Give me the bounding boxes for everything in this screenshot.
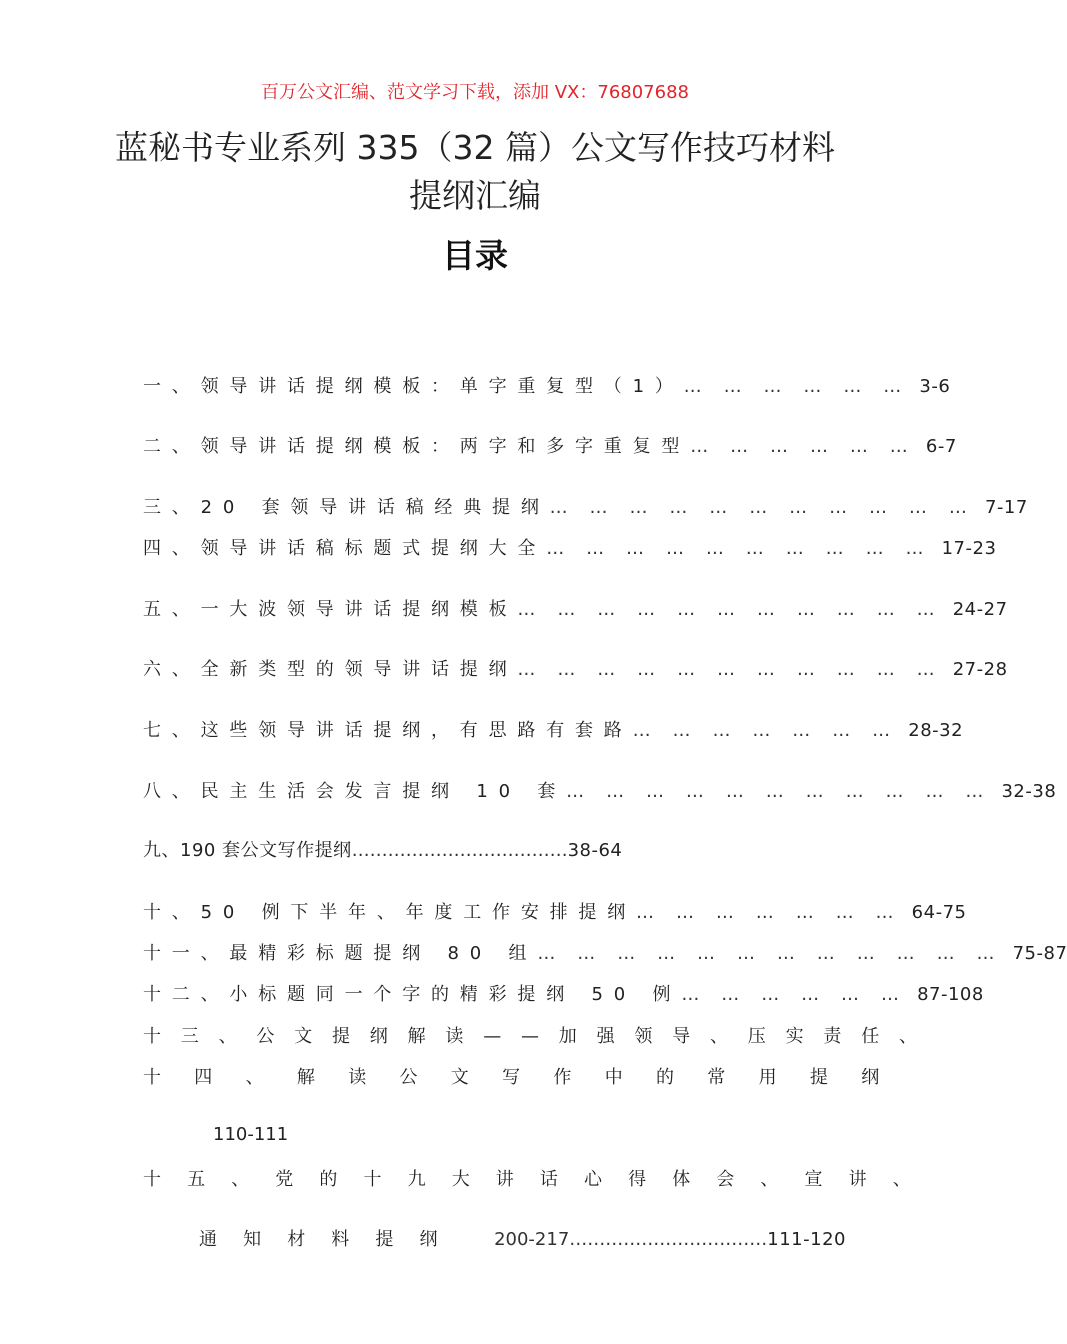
toc-page-range: 28-32 [908,720,964,741]
toc-leader: … … … … … … … … … … … [517,599,943,620]
toc-leader: ……………………………… [351,840,568,861]
toc-leader: … … … … … … … … … … … [566,781,992,802]
toc-entry-text: 十二、小标题同一个字的精彩提纲 50 例 [143,984,682,1005]
toc-entry-14 [143,1063,913,1089]
toc-entry-7 [143,716,964,742]
toc-entry-text: 十五、党的十九大讲话心得体会、宣讲、 [143,1169,937,1190]
toc-entry-13 [143,1022,937,1048]
toc-page-range: 6-7 [925,436,957,457]
toc-leader: … … … … … … … [636,902,902,923]
toc-entry-text: 六、全新类型的领导讲话提纲 [143,659,518,680]
toc-leader: … … … … … … [681,984,908,1005]
toc-page-range: 111-120 [767,1229,846,1250]
toc-leader: 200-217…………………………… [494,1229,768,1250]
toc-page-range: 32-38 [1001,781,1057,802]
toc-entry-text: 通知材料提纲 [199,1229,464,1250]
toc-leader: … … … … … … … … … … … … [537,943,1003,964]
toc-entry-text: 十四、解读公文写作中的常用提纲 [143,1067,913,1088]
toc-entry-text: 八、民主生活会发言提纲 10 套 [143,781,567,802]
toc-page-range: 24-27 [952,599,1008,620]
toc-leader: … … … … … … … … … … … [549,497,975,518]
toc-entry-text: 四、领导讲话稿标题式提纲大全 [143,538,547,559]
toc-entry-text: 九、190 套公文写作提纲 [143,840,352,861]
toc-page-range: 17-23 [941,538,997,559]
toc-entry-text: 十三、公文提纲解读——加强领导、压实责任、 [143,1026,937,1047]
toc-entry-12 [143,980,984,1006]
toc-entry-15 [143,1165,937,1191]
toc-leader: … … … … … … … [632,720,899,741]
document-title-line2: 提纲汇编 [409,176,541,215]
toc-page-range: 64-75 [911,902,967,923]
toc-page-range: 7-17 [984,497,1028,518]
toc-entry-text: 十、50 例下半年、年度工作安排提纲 [143,902,637,923]
toc-entry-10 [143,898,967,924]
toc-entry-3 [143,493,1028,519]
toc-entry-text: 十一、最精彩标题提纲 80 组 [143,943,538,964]
toc-entry-15-cont [199,1225,846,1251]
toc-entry-9 [143,836,846,862]
toc-entry-text: 三、20 套领导讲话稿经典提纲 [143,497,550,518]
document-title-line1: 蓝秘书专业系列 335（32 篇）公文写作技巧材料 [115,128,835,167]
toc-leader: … … … … … … [690,436,916,457]
toc-page-range: 3-6 [919,376,951,397]
toc-entry-1 [143,372,951,398]
toc-entry-8 [143,777,1057,803]
toc-entry-text: 七、这些领导讲话提纲，有思路有套路 [143,720,633,741]
toc-leader: … … … … … … [683,376,910,397]
toc-entry-14-pages: 110-111 [213,1124,289,1145]
toc-entry-11 [143,939,1067,965]
toc-entry-text: 五、一大波领导讲话提纲模板 [143,599,518,620]
toc-page-range: 38-64 [567,840,623,861]
toc-heading: 目录 [442,236,508,275]
toc-leader: … … … … … … … … … … [546,538,932,559]
toc-entry-2 [143,432,957,458]
toc-page-range: 27-28 [952,659,1008,680]
toc-entry-5 [143,595,1008,621]
toc-entry-4 [143,534,997,560]
toc-entry-text: 二、领导讲话提纲模板：两字和多字重复型 [143,436,691,457]
toc-entry-6 [143,655,1008,681]
toc-page-range: 87-108 [917,984,984,1005]
promo-banner: 百万公文汇编、范文学习下载，添加 VX：76807688 [261,82,689,103]
toc-leader: … … … … … … … … … … … [517,659,943,680]
toc-entry-text: 一、领导讲话提纲模板：单字重复型（1） [143,376,684,397]
toc-page-range: 75-87 [1012,943,1067,964]
